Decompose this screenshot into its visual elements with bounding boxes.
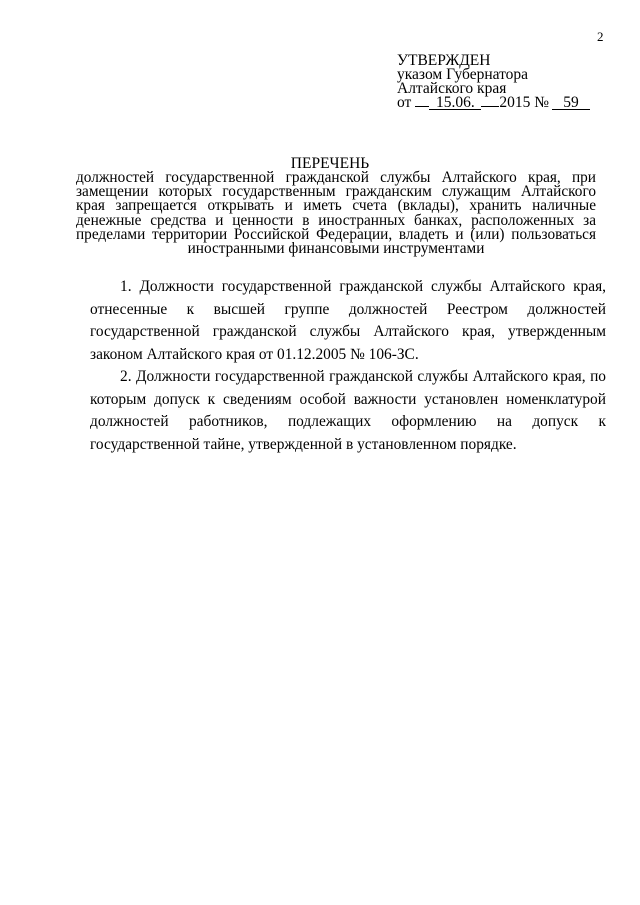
approval-number-sign: № [534, 94, 549, 111]
approval-date-prefix: от [397, 94, 412, 111]
date-underline-gap [481, 106, 499, 107]
document-subtitle: должностей государственной гражданской службы Алтайского края, при замещении которых государственным гражданским служащим Алтайского края запрещается открывать и иметь счета (вклады), хранить наличные денежные средства и ценности в иностранных банках, расположенных за пределами территории Российской Федерации, владеть и (или) пользоваться иностранными финансовыми инструментами [76, 169, 596, 258]
approval-issuer-line-2: Алтайского края [397, 80, 507, 97]
approval-number: 59 [552, 96, 590, 110]
approval-stamp [397, 54, 627, 110]
paragraph: 2. Должности государственной гражданской службы Алтайского края, по которым допуск к сведениям особой важности установлен номенклатурой должностей работников, подлежащих оформлению на допуск к государственной тайне, утвержденной в установленном порядке. [90, 368, 606, 453]
paragraph: 1. Должности государственной гражданской службы Алтайского края, отнесенные к высшей группе должностей Реестром должностей государственной гражданской службы Алтайского края, утвержденным законом Алтайского края от 01.12.2005 № 106-ЗС. [90, 278, 606, 363]
document-body [90, 276, 606, 456]
approval-issuer-line-1: указом Губернатора [397, 66, 529, 83]
approval-date-line [397, 96, 627, 110]
approval-status: УТВЕРЖДЕН [397, 52, 491, 69]
page-number: 2 [597, 29, 604, 44]
approval-year: 2015 [499, 94, 531, 111]
approval-date: 15.06. [429, 96, 481, 110]
date-underline-gap [415, 106, 429, 107]
document-title: ПЕРЕЧЕНЬ [290, 155, 370, 172]
